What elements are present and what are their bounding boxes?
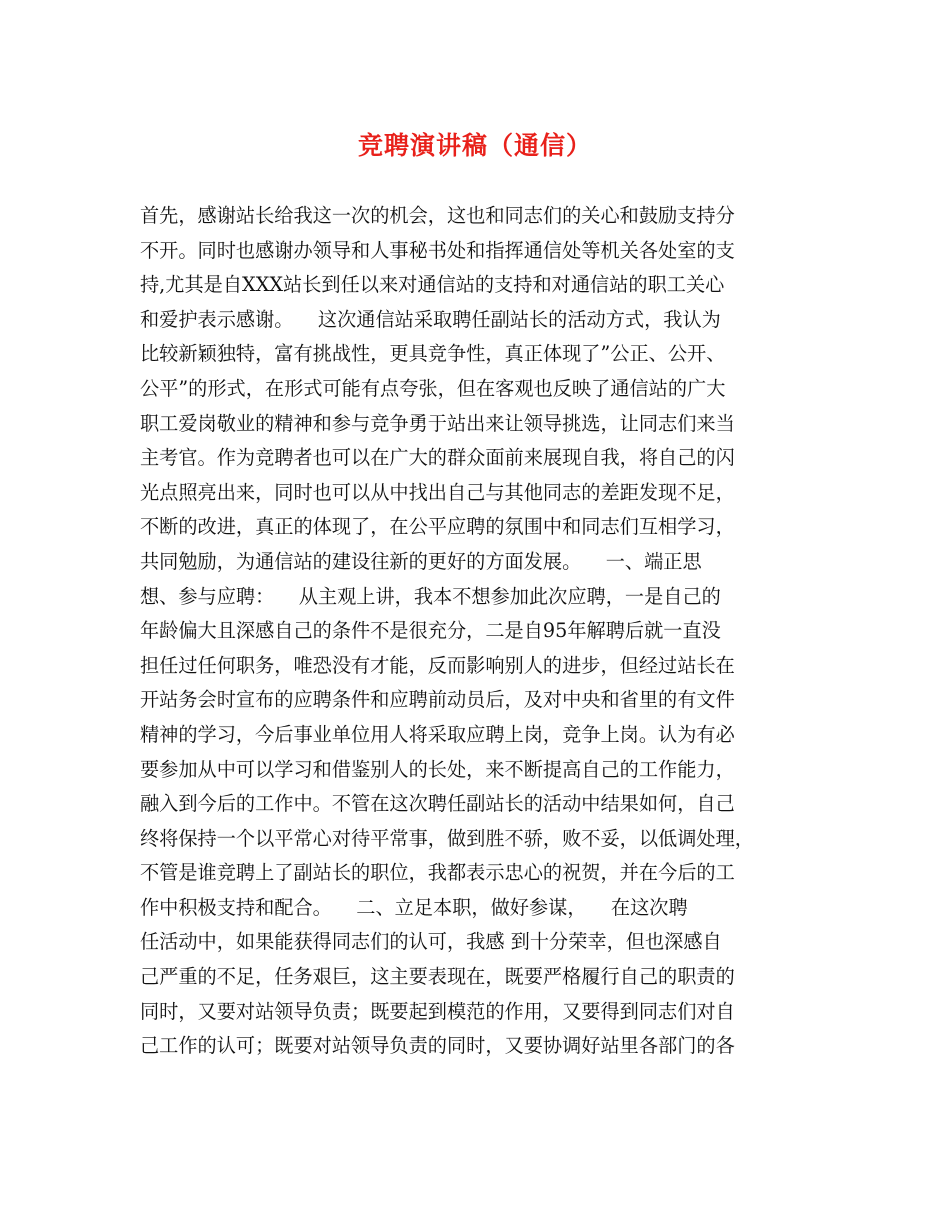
body-line: 持,尤其是自XXX站长到任以来对通信站的支持和对通信站的职工关心 [140, 273, 725, 297]
body-line: 主考官。作为竞聘者也可以在广大的群众面前来展现自我，将自己的闪 [140, 446, 735, 470]
body-line: 比较新颖独特，富有挑战性，更具竞争性，真正体现了”公正、公开、 [140, 342, 726, 366]
body-line: 不管是谁竞聘上了副站长的职位，我都表示忠心的祝贺，并在今后的工 [140, 861, 735, 885]
document-title: 竞聘演讲稿（通信） [357, 131, 592, 160]
body-line: 精神的学习，今后事业单位用人将采取应聘上岗，竞争上岗。认为有必 [140, 722, 735, 746]
body-line: 不断的改进，真正的体现了，在公平应聘的氛围中和同志们互相学习， [140, 515, 735, 539]
body-line: 职工爱岗敬业的精神和参与竞争勇于站出来让领导挑选，让同志们来当 [140, 411, 735, 435]
body-line: 和爱护表示感谢。 这次通信站采取聘任副站长的活动方式，我认为 [140, 307, 721, 331]
body-line: 年龄偏大且深感自己的条件不是很充分，二是自95年解聘后就一直没 [140, 619, 721, 643]
body-line: 己严重的不足，任务艰巨，这主要表现在，既要严格履行自己的职责的 [140, 965, 735, 989]
body-line: 融入到今后的工作中。不管在这次聘任副站长的活动中结果如何，自己 [140, 792, 735, 816]
body-line: 光点照亮出来，同时也可以从中找出自己与其他同志的差距发现不足， [140, 480, 735, 504]
body-line: 任活动中，如果能获得同志们的认可，我感 到十分荣幸，但也深感自 [140, 930, 722, 954]
body-line: 己工作的认可；既要对站领导负责的同时，又要协调好站里各部门的各 [140, 1034, 735, 1058]
body-line: 共同勉励，为通信站的建设往新的更好的方面发展。 一、端正思 [140, 549, 702, 573]
body-line: 不开。同时也感谢办领导和人事秘书处和指挥通信处等机关各处室的支 [140, 238, 735, 262]
body-line: 公平”的形式，在形式可能有点夸张，但在客观也反映了通信站的广大 [140, 376, 726, 400]
document-body [140, 199, 830, 1064]
body-line: 开站务会时宣布的应聘条件和应聘前动员后，及对中央和省里的有文件 [140, 688, 735, 712]
body-line: 想、参与应聘： 从主观上讲，我本不想参加此次应聘，一是自己的 [140, 584, 721, 608]
body-line: 要参加从中可以学习和借鉴别人的长处，来不断提高自己的工作能力， [140, 757, 735, 781]
body-line: 首先，感谢站长给我这一次的机会，这也和同志们的关心和鼓励支持分 [140, 204, 735, 227]
body-line: 同时，又要对站领导负责；既要起到模范的作用，又要得到同志们对自 [140, 999, 735, 1023]
body-line: 担任过任何职务，唯恐没有才能，反而影响别人的进步，但经过站长在 [140, 653, 735, 677]
body-line: 作中积极支持和配合。 二、立足本职，做好参谋， 在这次聘 [140, 895, 688, 919]
body-line: 终将保持一个以平常心对待平常事，做到胜不骄，败不妥，以低调处理， [140, 826, 754, 850]
